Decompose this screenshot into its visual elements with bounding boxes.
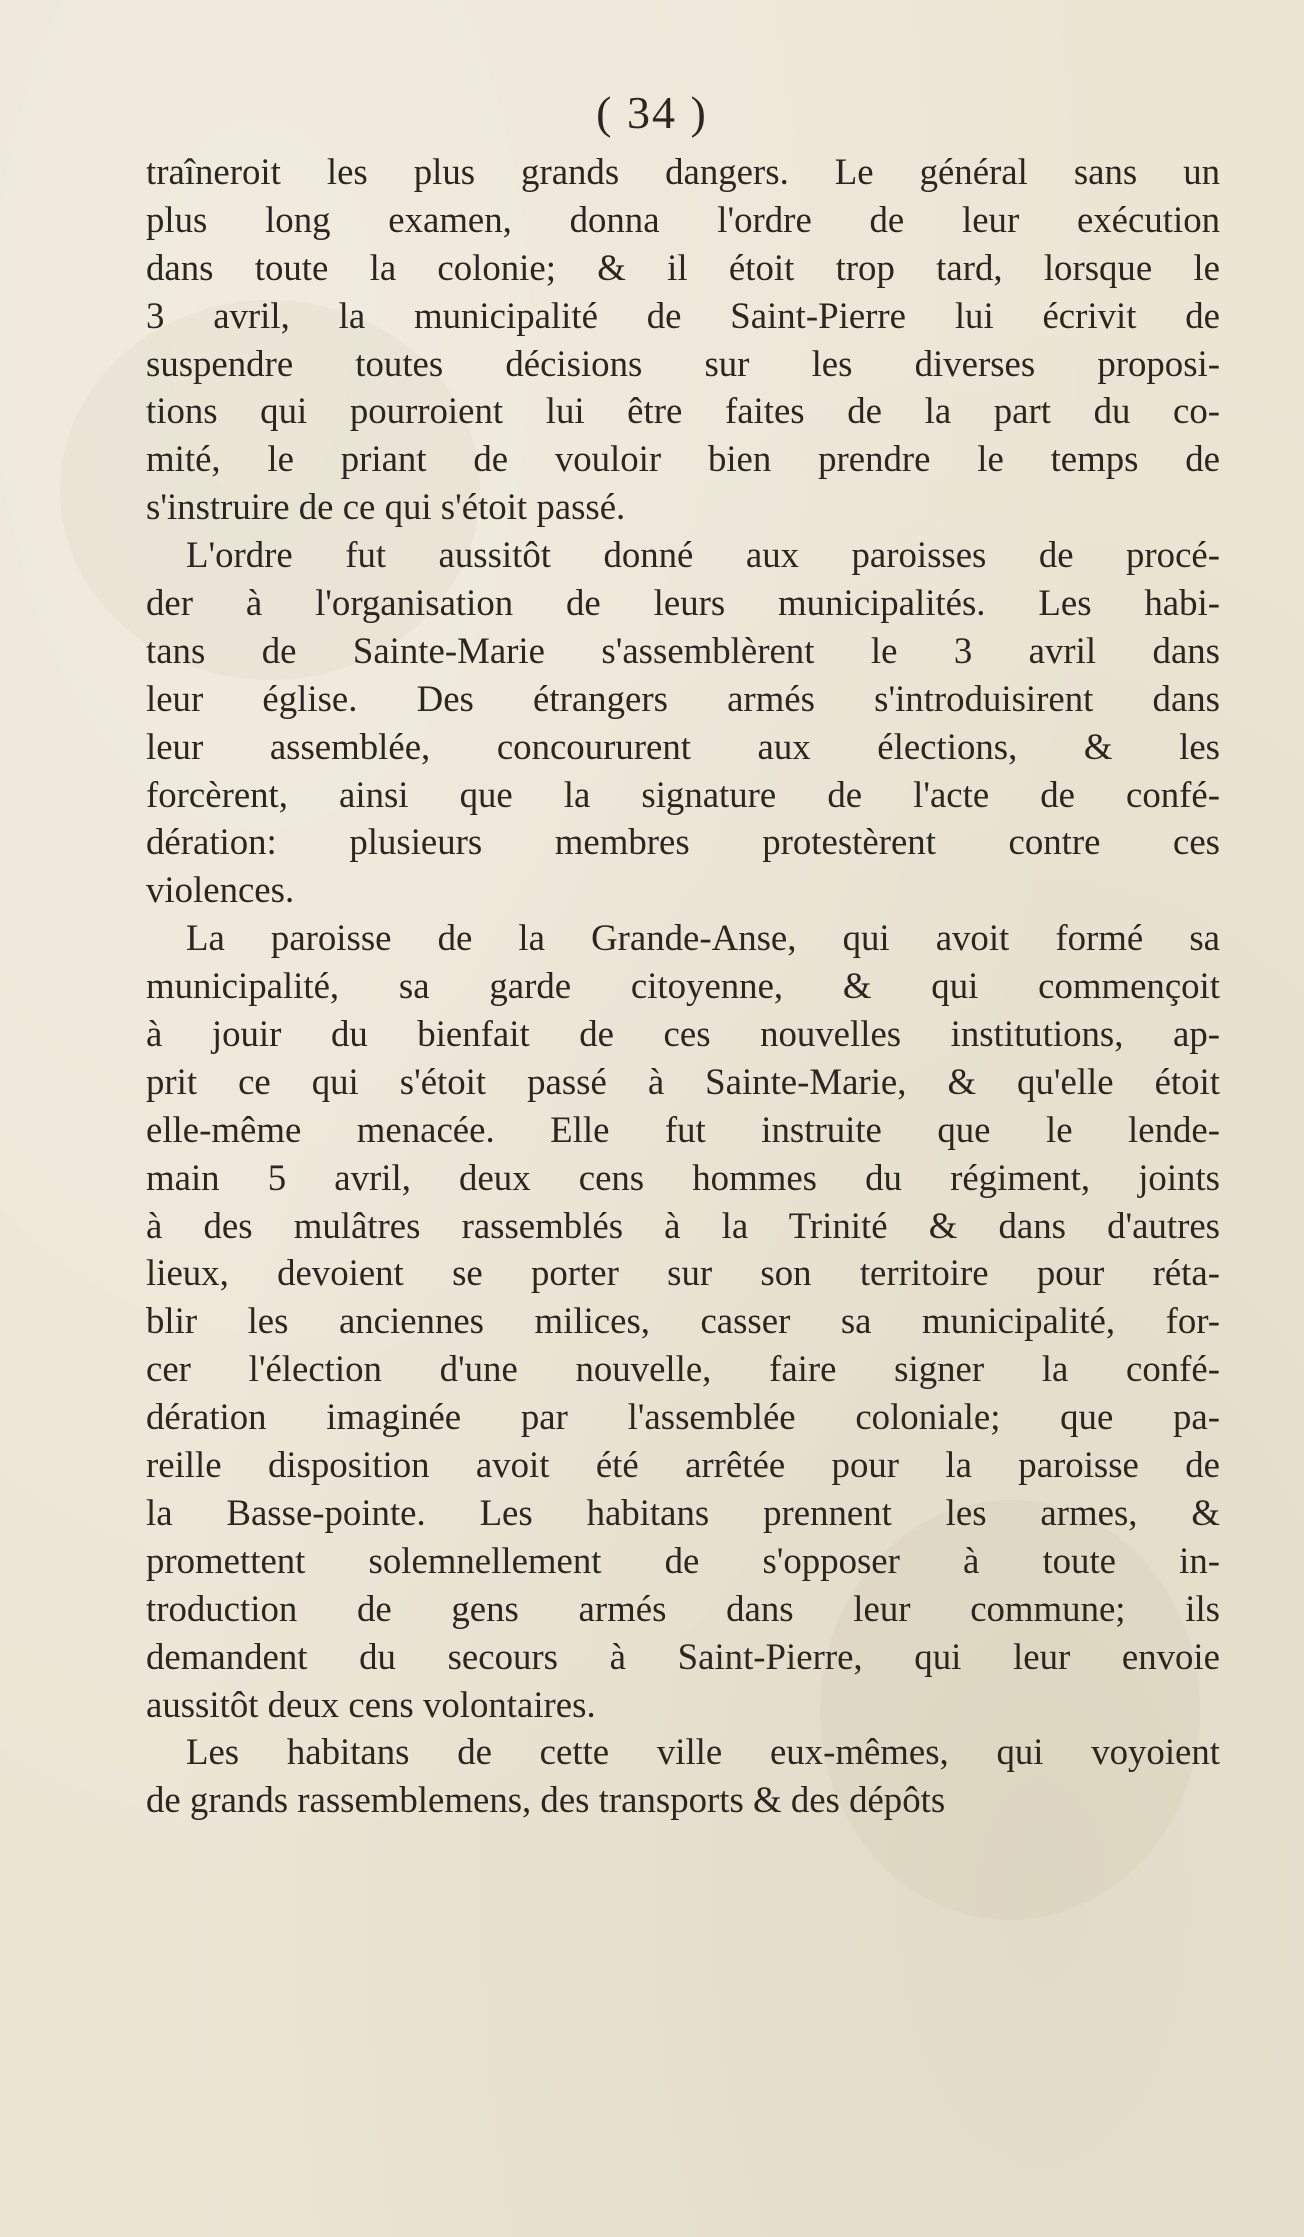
text-line: à des mulâtres rassemblés à la Trinité & dans d'autres <box>146 1204 1220 1246</box>
text-line: leur assemblée, concoururent aux élections, & les <box>146 725 1220 767</box>
text-line: à jouir du bienfait de ces nouvelles institutions, ap- <box>146 1013 1220 1055</box>
text-line: suspendre toutes décisions sur les diverses proposi- <box>146 342 1220 384</box>
text-line: troduction de gens armés dans leur commune; ils <box>146 1587 1220 1629</box>
text-line: dération: plusieurs membres protestèrent contre ces <box>146 821 1220 863</box>
page-number: ( 34 ) <box>596 87 708 138</box>
text-line: dans toute la colonie; & il étoit trop tard, lorsque le <box>146 246 1220 288</box>
text-line: leur église. Des étrangers armés s'introduisirent dans <box>146 677 1220 719</box>
text-line: tans de Sainte-Marie s'assemblèrent le 3 avril dans <box>146 629 1220 671</box>
text-line: aussitôt deux cens volontaires. <box>146 1683 596 1725</box>
text-line: der à l'organisation de leurs municipalités. Les habi- <box>146 582 1220 624</box>
text-line: blir les anciennes milices, casser sa municipalité, for- <box>146 1300 1220 1342</box>
text-line: main 5 avril, deux cens hommes du régiment, joints <box>146 1156 1220 1198</box>
text-line: la Basse-pointe. Les habitans prennent les armes, & <box>146 1491 1220 1533</box>
text-line: elle-même menacée. Elle fut instruite que le lende- <box>146 1108 1220 1150</box>
text-line: violences. <box>146 869 295 911</box>
text-line: s'instruire de ce qui s'étoit passé. <box>146 486 626 528</box>
text-line: L'ordre fut aussitôt donné aux paroisses de procé- <box>186 534 1220 576</box>
text-line: cer l'élection d'une nouvelle, faire signer la confé- <box>146 1348 1220 1390</box>
text-line: promettent solemnellement de s'opposer à toute in- <box>146 1539 1220 1581</box>
text-line: demandent du secours à Saint-Pierre, qui leur envoie <box>146 1635 1220 1677</box>
text-line: lieux, devoient se porter sur son territoire pour réta- <box>146 1252 1220 1294</box>
text-line: reille disposition avoit été arrêtée pour la paroisse de <box>146 1444 1220 1486</box>
text-line: prit ce qui s'étoit passé à Sainte-Marie, & qu'elle étoit <box>146 1060 1220 1102</box>
body-text <box>146 148 1220 1824</box>
text-line: municipalité, sa garde citoyenne, & qui commençoit <box>146 965 1220 1007</box>
text-line: mité, le priant de vouloir bien prendre le temps de <box>146 438 1220 480</box>
text-line: Les habitans de cette ville eux-mêmes, qui voyoient <box>186 1731 1220 1773</box>
text-line: forcèrent, ainsi que la signature de l'acte de confé- <box>146 773 1220 815</box>
text-line: plus long examen, donna l'ordre de leur exécution <box>146 198 1220 240</box>
text-line: traîneroit les plus grands dangers. Le général sans un <box>146 151 1220 192</box>
text-line: La paroisse de la Grande-Anse, qui avoit formé sa <box>186 917 1220 959</box>
text-line: tions qui pourroient lui être faites de la part du co- <box>146 390 1220 432</box>
text-line: de grands rassemblemens, des transports & des dépôts <box>146 1779 946 1821</box>
text-line: dération imaginée par l'assemblée coloniale; que pa- <box>146 1396 1220 1438</box>
text-line: 3 avril, la municipalité de Saint-Pierre lui écrivit de <box>146 294 1220 336</box>
